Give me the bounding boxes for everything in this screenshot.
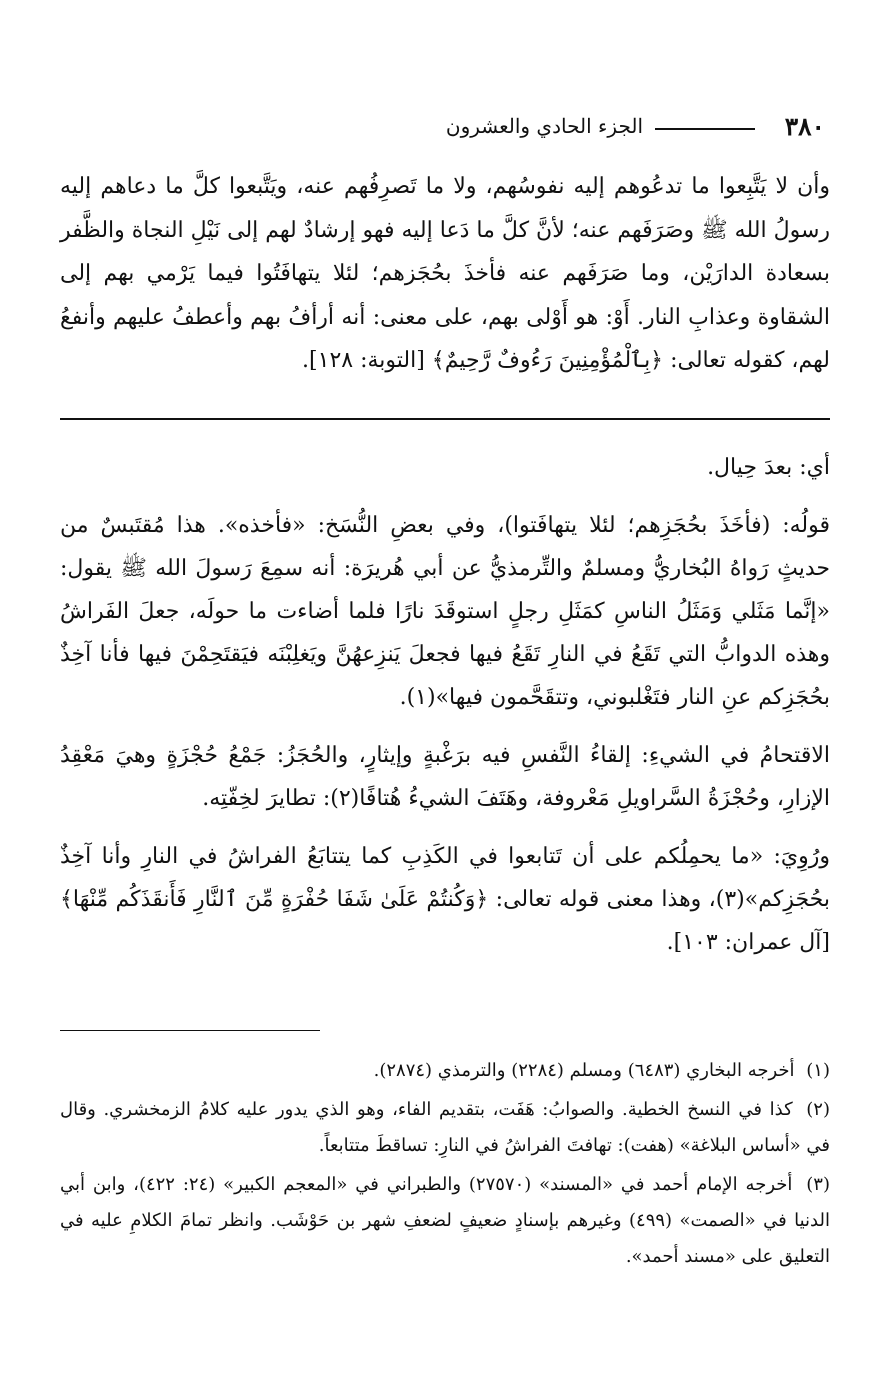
main-paragraph: وأن لا يَتَّبِعوا ما تدعُوهم إليه نفوسُهم، ولا ما تَصرِفُهم عنه، ويَتَّبعوا كلَّ ما دعاهم إليه رسولُ الله ﷺ وصَرَفَهم عنه؛ لأنَّ كلَّ ما دَعا إليه فهو إرشادٌ لهم إلى نَيْلِ النجاة والظَّفر بسعادة الدارَيْن، وما صَرَفَهم عنه فأخذَ بحُجَزهم؛ لئلا يتهافَتُوا فيما يَرْمي بهم إلى الشقاوة وعذابِ النار. أَوْ: هو أَوْلى بهم، على معنى: أنه أرأفُ بهم وأعطفُ عليهم وأنفعُ لهم، كقوله تعالى: ﴿بِٱلْمُؤْمِنِينَ رَءُوفٌ رَّحِيمٌ﴾ [التوبة: ١٢٨]. xyxy=(60,174,830,373)
footnote-divider xyxy=(60,1030,320,1031)
main-text-block xyxy=(60,165,830,383)
footnote-number: (٣) xyxy=(806,1174,830,1195)
commentary-paragraph-3: الاقتحامُ في الشيءِ: إلقاءُ النَّفسِ فيه برَغْبةٍ وإيثارٍ، والحُجَزُ: جَمْعُ حُجْزَةٍ وهيَ مَعْقِدُ الإزارِ، وحُجْزَةُ السَّراويلِ مَعْروفة، وهَتَفَ الشيءُ هُتافًا(٢): تطايرَ لخِفّتِه. xyxy=(60,743,830,811)
footnote-text: كذا في النسخ الخطية. والصوابُ: هَفَت، بتقديم الفاء، وهو الذي يدور عليه كلامُ الزمخشري. وقال في «أساس البلاغة» (هفت): تهافتَ الفراشُ في النارِ: تساقطَ متتابعاً. xyxy=(60,1099,830,1156)
commentary-block xyxy=(60,446,830,979)
footnote-2 xyxy=(60,1092,830,1164)
commentary-paragraph-4: ورُوِيَ: «ما يحمِلُكم على أن تَتابعوا في الكَذِبِ كما يتتابَعُ الفراشُ في النارِ وأنا آخِذٌ بحُجَزِكم»(٣)، وهذا معنى قوله تعالى: ﴿وَكُنتُمْ عَلَىٰ شَفَا حُفْرَةٍ مِّنَ ٱلنَّارِ فَأَنقَذَكُم مِّنْهَا﴾ [آل عمران: ١٠٣]. xyxy=(60,844,830,955)
footnote-1 xyxy=(60,1053,830,1089)
footnote-text: أخرجه الإمام أحمد في «المسند» (٢٧٥٧٠) والطبراني في «المعجم الكبير» (٢٤: ٤٢٢)، وابن أبي الدنيا في «الصمت» (٤٩٩) وغيرهم بإسنادٍ ضعيفٍ لضعفِ شهر بن حَوْشَب. وانظر تمامَ الكلامِ عليه في التعليق على «مسند أحمد». xyxy=(60,1174,830,1267)
running-title: الجزء الحادي والعشرون xyxy=(445,114,643,138)
footnote-number: (١) xyxy=(806,1060,830,1081)
commentary-paragraph-2: قولُه: (فأخَذَ بحُجَزِهم؛ لئلا يتهافَتوا)، وفي بعضِ النُّسَخ: «فأخذه». هذا مُقتَبسٌ من حديثٍ رَواهُ البُخاريُّ ومسلمٌ والتِّرمذيُّ عن أبي هُريرَة: أنه سمِعَ رَسولَ الله ﷺ يقول: «إنَّما مَثَلي وَمَثَلُ الناسِ كمَثَلِ رجلٍ استوقَدَ نارًا فلما أضاءت ما حولَه، جعلَ الفَراشُ وهذه الدوابُّ التي تَقَعُ في النارِ تَقَعُ فيها فجعلَ يَنزِعهُنَّ ويَغلِبْنَه فيَقتَحِمْنَ فيها فأنا آخِذٌ بحُجَزِكم عنِ النار فتَغْلبوني، وتتقَحَّمون فيها»(١). xyxy=(60,513,830,710)
page-header xyxy=(60,112,825,148)
footnote-text: أخرجه البخاري (٦٤٨٣) ومسلم (٢٢٨٤) والترمذي (٢٨٧٤). xyxy=(373,1060,795,1081)
page-number: ٣٨٠ xyxy=(784,112,825,141)
commentary-paragraph-1: أي: بعدَ حِيال. xyxy=(707,455,830,480)
header-rule xyxy=(655,128,755,130)
footnote-number: (٢) xyxy=(806,1099,830,1120)
footnotes-block xyxy=(60,1053,830,1278)
section-divider xyxy=(60,418,830,420)
footnote-3 xyxy=(60,1167,830,1275)
